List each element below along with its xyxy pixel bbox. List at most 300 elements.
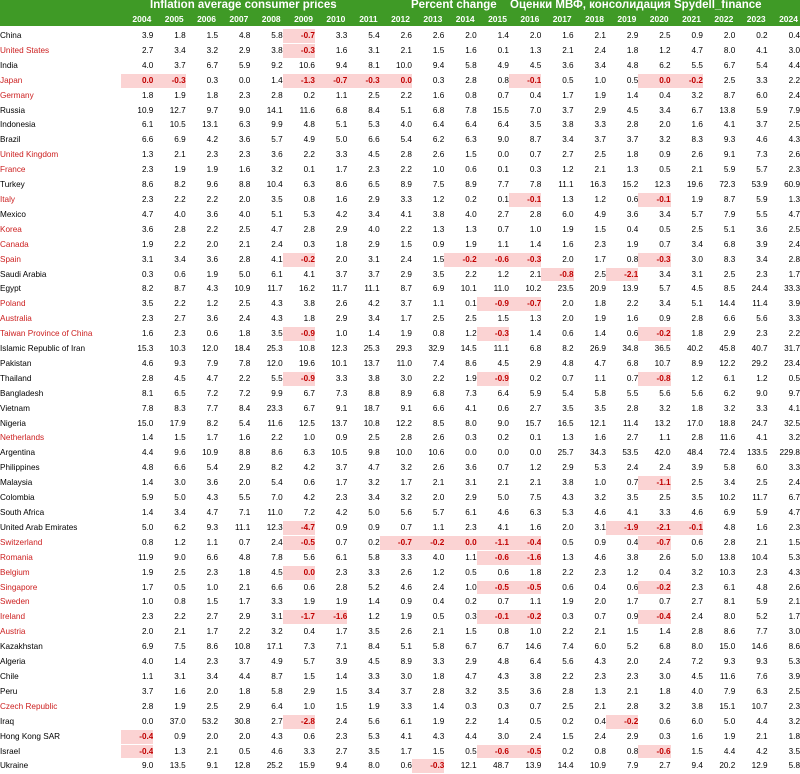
table-cell: 5.5 [606,386,638,401]
table-row [0,744,800,759]
table-cell: 1.8 [574,297,606,312]
table-cell: 3.8 [412,207,444,222]
table-cell: 6.2 [153,520,185,535]
table-cell: 1.9 [444,237,476,252]
table-cell: 0.7 [477,88,509,103]
table-cell: 1.7 [380,744,412,759]
table-cell: 3.3 [315,29,347,43]
table-cell: 1.0 [444,580,476,595]
table-cell: 11.6 [250,416,282,431]
table-cell: 5.4 [735,58,767,73]
table-cell: 1.9 [444,371,476,386]
table-cell: 10.2 [509,282,541,297]
table-cell: 6.9 [412,282,444,297]
table-cell: 1.3 [768,192,800,207]
table-cell: 7.7 [186,401,218,416]
table-row [0,550,800,565]
table-cell: 1.1 [509,595,541,610]
table-row [0,610,800,625]
table-cell: 4.6 [477,506,509,521]
table-cell: 8.4 [218,401,250,416]
table-cell: 2.5 [768,222,800,237]
table-cell: 2.1 [671,163,703,178]
table-cell: 33.3 [768,282,800,297]
table-cell: 1.5 [412,43,444,58]
table-cell: 1.5 [153,431,185,446]
table-cell: 8.7 [703,88,735,103]
table-cell: 0.6 [606,327,638,342]
table-cell: 2.9 [541,461,573,476]
table-cell: 2.1 [218,580,250,595]
table-cell: 4.6 [574,550,606,565]
table-cell: 6.1 [703,580,735,595]
table-cell: 2.9 [283,684,315,699]
table-cell: 2.5 [347,88,379,103]
table-cell: -0.6 [477,252,509,267]
table-cell: 4.8 [218,550,250,565]
table-cell: -1.1 [638,476,670,491]
table-cell: 32.9 [412,342,444,357]
table-cell: 1.5 [315,699,347,714]
year-header: 2015 [488,14,507,24]
table-cell: 2.1 [412,625,444,640]
table-cell: 5.4 [347,29,379,43]
table-cell: 0.2 [541,744,573,759]
table-cell: 0.8 [283,192,315,207]
table-cell: 2.3 [315,565,347,580]
table-cell: 0.9 [574,535,606,550]
table-cell: 4.0 [347,222,379,237]
table-row [0,461,800,476]
table-cell: 5.9 [735,103,767,118]
table-cell: 6.1 [121,118,153,133]
table-cell: 2.5 [347,431,379,446]
table-cell: 1.9 [412,714,444,729]
table-cell: 6.3 [218,118,250,133]
table-cell: 12.3 [638,178,670,193]
table-cell: 11.0 [380,356,412,371]
table-cell: 14.5 [444,342,476,357]
table-cell: 3.5 [509,118,541,133]
table-cell: -0.2 [638,327,670,342]
table-cell: 2.0 [703,29,735,43]
table-cell: 13.5 [153,759,185,774]
table-cell: 5.7 [412,506,444,521]
year-header: 2016 [520,14,540,24]
table-cell: 1.8 [768,729,800,744]
table-cell: 11.1 [477,342,509,357]
table-cell: 2.8 [541,684,573,699]
table-cell: 3.2 [671,565,703,580]
country-name: Egypt [0,282,121,297]
table-cell: 2.6 [412,148,444,163]
table-cell: 6.4 [444,118,476,133]
table-cell: 4.2 [315,506,347,521]
table-cell: 8.6 [186,640,218,655]
table-cell: 2.8 [606,118,638,133]
country-name: Spain [0,252,121,267]
table-row [0,699,800,714]
table-cell: 2.8 [444,73,476,88]
table-cell: 0.3 [444,610,476,625]
table-cell: 1.1 [412,520,444,535]
table-cell: 12.5 [283,416,315,431]
table-cell: 10.6 [412,446,444,461]
table-cell: 9.4 [412,58,444,73]
table-cell: 6.4 [509,655,541,670]
table-cell: 3.1 [347,43,379,58]
table-cell: 2.0 [218,476,250,491]
table-cell: 3.9 [671,461,703,476]
table-cell: 3.7 [315,461,347,476]
table-cell: -0.4 [121,744,153,759]
table-cell: 4.6 [121,356,153,371]
country-name: Algeria [0,655,121,670]
table-cell: 1.6 [574,431,606,446]
table-cell: 0.7 [477,222,509,237]
table-cell: 8.4 [347,640,379,655]
table-cell: 2.1 [477,476,509,491]
table-cell: 1.2 [153,535,185,550]
table-cell: 3.2 [638,133,670,148]
table-cell: 0.1 [283,163,315,178]
table-cell: 3.3 [768,312,800,327]
country-name: Ireland [0,610,121,625]
country-name: Singapore [0,580,121,595]
table-cell: 0.5 [638,163,670,178]
table-cell: 13.8 [703,550,735,565]
table-cell: 0.0 [444,446,476,461]
table-cell: 6.3 [283,446,315,461]
table-cell: 7.9 [186,356,218,371]
table-cell: 0.7 [315,535,347,550]
table-cell: 6.3 [509,506,541,521]
table-cell: 2.3 [574,669,606,684]
table-cell: 5.3 [347,729,379,744]
table-cell: 8.6 [703,625,735,640]
table-cell: 0.6 [638,714,670,729]
table-cell: 0.5 [153,580,185,595]
table-cell: 2.5 [638,491,670,506]
table-cell: 10.9 [121,103,153,118]
table-cell: 1.6 [509,520,541,535]
table-cell: 5.8 [768,759,800,774]
table-cell: 1.3 [509,43,541,58]
inflation-table [0,29,800,774]
table-cell: 2.4 [671,610,703,625]
table-cell: -0.3 [509,252,541,267]
table-cell: 3.6 [121,222,153,237]
table-cell: 3.9 [121,29,153,43]
table-cell: 3.3 [250,595,282,610]
table-cell: 4.2 [315,207,347,222]
table-cell: 1.2 [541,163,573,178]
country-name: Philippines [0,461,121,476]
table-cell: 2.3 [121,163,153,178]
table-cell: 10.0 [380,446,412,461]
table-cell: 2.2 [250,431,282,446]
table-cell: 2.7 [509,401,541,416]
table-cell: 1.0 [509,222,541,237]
table-cell: 0.6 [444,163,476,178]
table-cell: 0.1 [509,431,541,446]
table-cell: 7.0 [250,491,282,506]
table-cell: 7.8 [444,103,476,118]
table-cell: 1.8 [606,148,638,163]
table-cell: 2.6 [412,461,444,476]
table-cell: 3.9 [768,297,800,312]
country-name: Netherlands [0,431,121,446]
table-cell: 7.5 [412,178,444,193]
table-cell: 3.1 [574,520,606,535]
table-cell: 0.6 [606,192,638,207]
table-cell: 0.3 [121,267,153,282]
table-cell: 8.1 [121,386,153,401]
table-cell: 72.3 [703,178,735,193]
table-cell: 48.7 [477,759,509,774]
year-header: 2008 [261,14,281,24]
table-cell: 8.7 [153,282,185,297]
table-cell: 4.1 [283,267,315,282]
table-cell: 5.0 [218,267,250,282]
table-cell: 3.6 [606,207,638,222]
table-cell: 6.7 [768,491,800,506]
table-cell: 2.4 [768,88,800,103]
table-cell: 2.2 [541,669,573,684]
table-cell: 2.0 [186,684,218,699]
table-row [0,565,800,580]
table-cell: 3.2 [186,43,218,58]
table-cell: 0.5 [509,714,541,729]
table-cell: 0.9 [412,237,444,252]
year-header: 2018 [585,14,604,24]
table-cell: 5.3 [768,655,800,670]
table-cell: 1.3 [574,684,606,699]
table-cell: 1.9 [541,595,573,610]
table-cell: 0.2 [444,192,476,207]
table-cell: 1.4 [574,327,606,342]
table-cell: 1.8 [283,312,315,327]
table-cell: 0.1 [444,297,476,312]
table-row [0,714,800,729]
table-cell: 3.7 [380,297,412,312]
table-cell: 1.5 [412,252,444,267]
table-cell: 25.3 [347,342,379,357]
table-cell: 4.1 [250,252,282,267]
table-cell: 0.4 [574,580,606,595]
table-cell: 2.2 [606,297,638,312]
table-cell: 2.8 [121,371,153,386]
table-cell: 2.2 [283,148,315,163]
table-cell: 23.4 [768,356,800,371]
table-cell: 3.3 [638,506,670,521]
table-cell: 14.1 [250,103,282,118]
table-cell: 6.3 [283,178,315,193]
country-name: Kazakhstan [0,640,121,655]
year-header: 2011 [359,14,378,24]
table-cell: 0.8 [477,625,509,640]
table-cell: 6.2 [703,386,735,401]
country-name: Korea [0,222,121,237]
table-cell: 4.8 [121,461,153,476]
table-cell: 1.0 [121,595,153,610]
table-row [0,148,800,163]
table-cell: 1.6 [444,43,476,58]
table-cell: 6.4 [477,386,509,401]
table-cell: 8.3 [671,133,703,148]
table-cell: 5.1 [703,222,735,237]
table-cell: 0.6 [477,565,509,580]
table-cell: 12.1 [444,759,476,774]
table-cell: 6.9 [121,640,153,655]
table-row [0,237,800,252]
table-cell: -0.9 [477,371,509,386]
table-cell: 5.3 [574,461,606,476]
table-cell: 2.6 [768,148,800,163]
table-cell: 7.6 [735,669,767,684]
table-cell: 1.5 [477,312,509,327]
table-cell: 9.1 [703,148,735,163]
table-cell: 1.6 [541,237,573,252]
table-cell: -1.6 [509,550,541,565]
table-cell: -0.5 [477,580,509,595]
table-cell: 4.8 [735,580,767,595]
table-cell: 3.9 [768,669,800,684]
table-cell: 2.8 [218,252,250,267]
table-cell: 1.9 [186,267,218,282]
table-cell: 0.6 [606,580,638,595]
year-header: 2007 [229,14,249,24]
table-cell: 2.9 [218,43,250,58]
table-cell: 1.8 [606,43,638,58]
table-cell: 11.4 [735,297,767,312]
table-cell: 0.6 [283,580,315,595]
table-cell: 5.0 [121,520,153,535]
country-name: Bangladesh [0,386,121,401]
table-cell: 10.6 [283,58,315,73]
table-cell: 2.9 [218,610,250,625]
table-cell: 1.7 [606,595,638,610]
table-cell: 0.4 [638,565,670,580]
table-cell: 60.9 [768,178,800,193]
table-cell: 3.3 [412,655,444,670]
table-cell: 10.3 [153,342,185,357]
table-cell: -0.3 [283,43,315,58]
table-cell: 7.2 [218,386,250,401]
table-cell: 4.0 [380,118,412,133]
table-cell: -1.9 [606,520,638,535]
table-cell: 2.9 [218,699,250,714]
table-cell: 2.8 [768,252,800,267]
table-cell: 3.3 [315,148,347,163]
table-cell: 3.2 [638,699,670,714]
table-cell: 2.4 [574,43,606,58]
table-cell: 3.0 [153,476,185,491]
table-cell: 1.4 [121,506,153,521]
table-cell: 3.7 [153,58,185,73]
table-cell: 12.8 [218,759,250,774]
table-cell: 0.0 [638,73,670,88]
table-cell: 3.2 [250,163,282,178]
table-cell: 10.7 [638,356,670,371]
table-cell: 0.7 [638,237,670,252]
table-cell: 3.1 [347,252,379,267]
table-cell: 40.7 [735,342,767,357]
table-cell: 2.7 [541,148,573,163]
table-cell: 1.0 [574,476,606,491]
table-cell: 1.7 [186,431,218,446]
table-cell: 0.8 [606,252,638,267]
table-cell: 0.7 [509,699,541,714]
table-cell: 8.8 [347,386,379,401]
country-name: Malaysia [0,476,121,491]
table-cell: 11.4 [606,416,638,431]
table-cell: 1.8 [186,88,218,103]
table-cell: 1.6 [671,729,703,744]
table-cell: 1.6 [315,192,347,207]
table-cell: 3.7 [606,133,638,148]
table-cell: 7.9 [768,103,800,118]
country-name: Nigeria [0,416,121,431]
table-cell: 5.2 [735,610,767,625]
table-cell: 4.7 [186,371,218,386]
table-cell: -0.4 [638,610,670,625]
year-header: 2005 [164,14,184,24]
table-cell: 2.5 [671,222,703,237]
table-cell: 2.1 [768,595,800,610]
table-cell: 0.6 [186,327,218,342]
country-name: Mexico [0,207,121,222]
table-cell: 1.4 [509,237,541,252]
table-cell: 2.9 [509,356,541,371]
table-cell: 0.9 [153,729,185,744]
table-cell: 0.6 [283,476,315,491]
table-cell: 10.7 [735,699,767,714]
table-cell: 3.2 [380,461,412,476]
table-cell: 4.6 [250,744,282,759]
table-cell: 2.8 [671,431,703,446]
table-cell: 4.9 [477,58,509,73]
table-cell: 20.2 [703,759,735,774]
table-cell: 5.0 [703,714,735,729]
table-cell: 12.3 [315,342,347,357]
table-cell: 2.2 [153,610,185,625]
table-cell: 6.7 [283,401,315,416]
table-cell: 7.2 [283,506,315,521]
table-cell: 4.7 [186,506,218,521]
table-cell: 1.6 [735,520,767,535]
table-cell: 3.9 [735,237,767,252]
table-cell: 1.7 [315,476,347,491]
country-name: South Africa [0,506,121,521]
table-cell: 5.7 [250,133,282,148]
table-cell: 7.3 [283,640,315,655]
table-cell: 2.9 [380,267,412,282]
table-cell: 3.7 [380,684,412,699]
table-cell: 4.1 [768,401,800,416]
table-cell: 32.5 [768,416,800,431]
table-cell: 15.0 [121,416,153,431]
table-cell: -0.1 [638,192,670,207]
table-cell: 0.9 [638,312,670,327]
table-cell: 1.5 [541,729,573,744]
table-cell: 0.8 [606,744,638,759]
table-cell: 5.7 [735,163,767,178]
table-cell: 3.2 [638,401,670,416]
table-cell: 8.9 [671,356,703,371]
table-cell: 2.4 [768,237,800,252]
table-cell: 6.6 [347,133,379,148]
